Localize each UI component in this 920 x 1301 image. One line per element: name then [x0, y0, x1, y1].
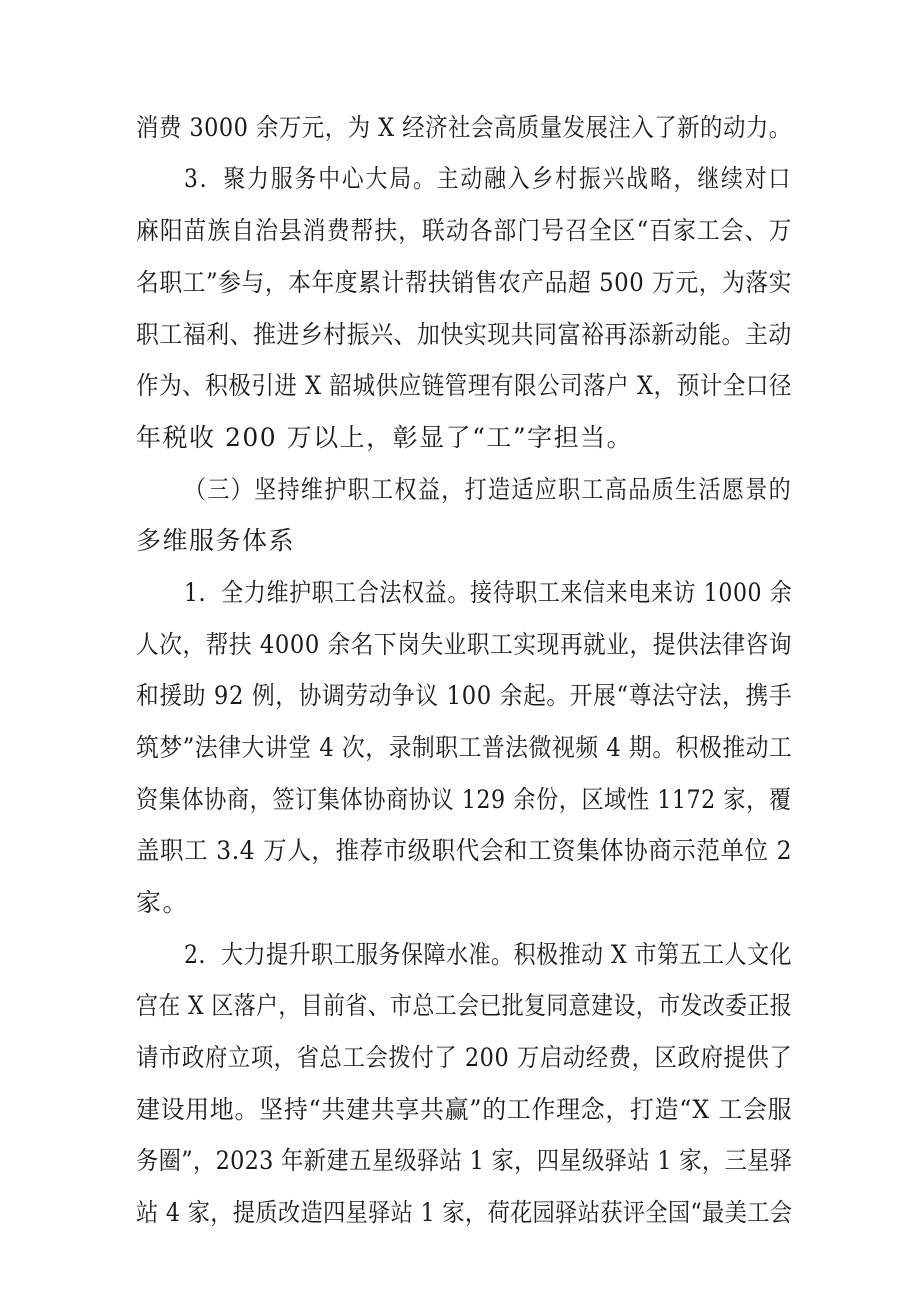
text-line: 宫在 X 区落户，目前省、市总工会已批复同意建设，市发改委正报	[136, 991, 793, 1020]
text-line: 3．聚力服务中心大局。主动融入乡村振兴战略，继续对口	[184, 164, 793, 193]
text-line: 家。	[136, 888, 190, 917]
text-line: 和援助 92 例，协调劳动争议 100 余起。开展“尊法守法，携手	[136, 681, 793, 710]
text-line: 人次，帮扶 4000 余名下岗失业职工实现再就业，提供法律咨询	[136, 630, 793, 659]
text-line: 筑梦”法律大讲堂 4 次，录制职工普法微视频 4 期。积极推动工	[136, 733, 793, 762]
text-line: 资集体协商，签订集体协商协议 129 余份，区域性 1172 家，覆	[136, 785, 792, 814]
text-line: 职工福利、推进乡村振兴、加快实现共同富裕再添新动能。主动	[136, 320, 792, 349]
text-line: 年税收 200 万以上，彰显了“工”字担当。	[136, 423, 634, 452]
text-line: 名职工”参与，本年度累计帮扶销售农产品超 500 万元，为落实	[136, 268, 792, 297]
text-line: 请市政府立项，省总工会拨付了 200 万启动经费，区政府提供了	[136, 1043, 793, 1072]
section-heading-line: （三）坚持维护职工权益，打造适应职工高品质生活愿景的	[184, 475, 792, 504]
section-heading-line: 多维服务体系	[136, 526, 296, 555]
text-line: 作为、积极引进 X 韶城供应链管理有限公司落户 X，预计全口径	[136, 371, 793, 400]
text-line: 2．大力提升职工服务保障水准。积极推动 X 市第五工人文化	[184, 940, 793, 969]
text-line: 消费 3000 余万元，为 X 经济社会高质量发展注入了新的动力。	[136, 113, 792, 142]
text-line: 建设用地。坚持“共建共享共赢”的工作理念，打造“X 工会服	[136, 1095, 793, 1124]
text-line: 麻阳苗族自治县消费帮扶，联动各部门号召全区“百家工会、万	[136, 216, 793, 245]
text-line: 站 4 家，提质改造四星驿站 1 家，荷花园驿站获评全国“最美工会	[136, 1198, 793, 1227]
text-line: 1．全力维护职工合法权益。接待职工来信来电来访 1000 余	[184, 578, 793, 607]
text-line: 务圈”，2023 年新建五星级驿站 1 家，四星级驿站 1 家，三星驿	[136, 1146, 793, 1175]
text-line: 盖职工 3.4 万人，推荐市级职代会和工资集体协商示范单位 2	[136, 836, 793, 865]
